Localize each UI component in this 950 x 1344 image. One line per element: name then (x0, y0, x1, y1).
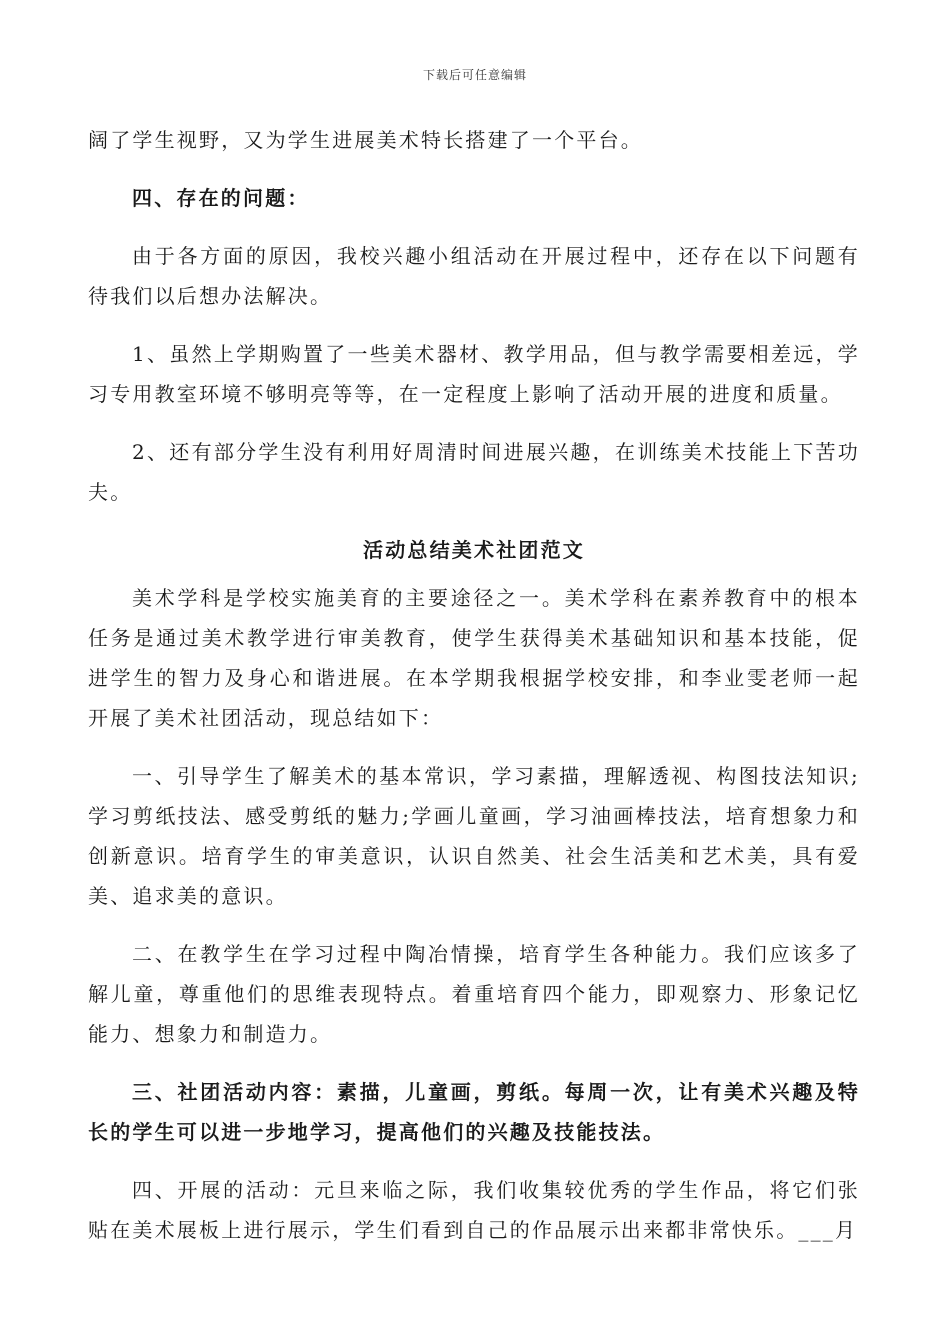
paragraph-point-1: 一、引导学生了解美术的基本常识，学习素描，理解透视、构图技法知识;学习剪纸技法、感受剪纸的魅力;学画儿童画，学习油画棒技法，培育想象力和创新意识。培育学生的审美意识，认识自然美、社会生活美和艺术美，具有爱美、追求美的意识。 (88, 764, 860, 908)
paragraph-point-4: 四、开展的活动：元旦来临之际，我们收集较优秀的学生作品，将它们张贴在美术展板上进行展示，学生们看到自己的作品展示出来都非常快乐。___月 (88, 1178, 860, 1242)
paragraph-point-3: 三、社团活动内容：素描，儿童画，剪纸。每周一次，让有美术兴趣及特长的学生可以进一步地学习，提高他们的兴趣及技能技法。 (88, 1080, 860, 1144)
paragraph-point-2: 二、在教学生在学习过程中陶冶情操，培育学生各种能力。我们应该多了解儿童，尊重他们的思维表现特点。着重培育四个能力，即观察力、形象记忆能力、想象力和制造力。 (88, 942, 860, 1046)
paragraph-problems-intro: 由于各方面的原因，我校兴趣小组活动在开展过程中，还存在以下问题有待我们以后想办法解决。 (88, 244, 860, 308)
document-body (88, 120, 860, 1250)
page-header: 下载后可任意编辑 (422, 68, 527, 82)
paragraph-problem-2: 2、还有部分学生没有利用好周清时间进展兴趣，在训练美术技能上下苦功夫。 (88, 440, 860, 504)
paragraph-intro: 美术学科是学校实施美育的主要途径之一。美术学科在素养教育中的根本任务是通过美术教学进行审美教育，使学生获得美术基础知识和基本技能，促进学生的智力及身心和谐进展。在本学期我根据学校安排，和李业雯老师一起开展了美术社团活动，现总结如下： (88, 586, 860, 730)
paragraph-continuation: 阔了学生视野，又为学生进展美术特长搭建了一个平台。 (88, 128, 643, 152)
section-heading-problems: 四、存在的问题： (132, 186, 310, 210)
document-title: 活动总结美术社团范文 (363, 538, 585, 562)
paragraph-problem-1: 1、虽然上学期购置了一些美术器材、教学用品，但与教学需要相差远，学习专用教室环境不够明亮等等，在一定程度上影响了活动开展的进度和质量。 (88, 342, 860, 406)
